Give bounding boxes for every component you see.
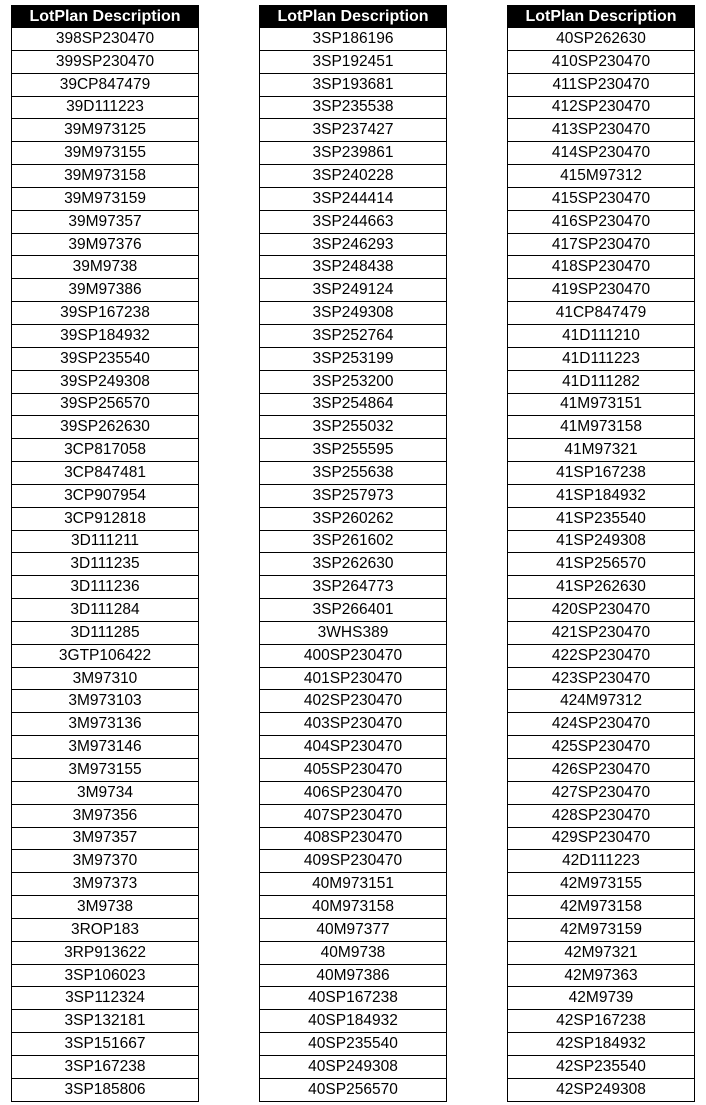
lotplan-cell: 40M97386: [260, 964, 447, 987]
table-row: [260, 964, 447, 987]
lotplan-cell: 40SP167238: [260, 987, 447, 1010]
lotplan-cell: 41D111223: [508, 347, 695, 370]
table-row: [260, 713, 447, 736]
lotplan-cell: 41D111282: [508, 370, 695, 393]
lotplan-cell: 42M97321: [508, 941, 695, 964]
lotplan-cell: 3SP244663: [260, 210, 447, 233]
lotplan-cell: 40SP235540: [260, 1033, 447, 1056]
table-row: [12, 1033, 199, 1056]
table-row: [508, 165, 695, 188]
lotplan-cell: 399SP230470: [12, 50, 199, 73]
table-row: [508, 28, 695, 51]
lotplan-cell: 3SP255638: [260, 462, 447, 485]
table-row: [260, 576, 447, 599]
lotplan-cell: 415M97312: [508, 165, 695, 188]
lotplan-cell: 3SP260262: [260, 507, 447, 530]
lotplan-cell: 40M973158: [260, 896, 447, 919]
lotplan-cell: 42SP184932: [508, 1033, 695, 1056]
table-row: [12, 964, 199, 987]
table-row: [508, 827, 695, 850]
table-row: [260, 187, 447, 210]
lotplan-cell: 41CP847479: [508, 302, 695, 325]
table-row: [260, 873, 447, 896]
table-row: [12, 896, 199, 919]
lotplan-cell: 39SP262630: [12, 416, 199, 439]
lotplan-cell: 428SP230470: [508, 804, 695, 827]
lotplan-cell: 40SP184932: [260, 1010, 447, 1033]
table-row: [12, 599, 199, 622]
table-row: [12, 279, 199, 302]
lotplan-cell: 3SP255032: [260, 416, 447, 439]
table-row: [12, 302, 199, 325]
table-row: [508, 347, 695, 370]
table-row: [260, 530, 447, 553]
table-row: [260, 233, 447, 256]
lotplan-cell: 41SP256570: [508, 553, 695, 576]
column-header: LotPlan Description: [508, 6, 695, 28]
table-row: [12, 165, 199, 188]
table-row: [12, 1055, 199, 1078]
lotplan-cell: 400SP230470: [260, 644, 447, 667]
lotplan-cell: 421SP230470: [508, 621, 695, 644]
table-row: [508, 96, 695, 119]
table-row: [508, 644, 695, 667]
lotplan-cell: 40SP262630: [508, 28, 695, 51]
lotplan-cell: 3SP192451: [260, 50, 447, 73]
lotplan-cell: 39M97376: [12, 233, 199, 256]
lotplan-cell: 3M973155: [12, 759, 199, 782]
lotplan-table-2: [259, 5, 447, 1102]
table-row: [508, 324, 695, 347]
table-row: [260, 941, 447, 964]
table-row: [508, 370, 695, 393]
lotplan-cell: 429SP230470: [508, 827, 695, 850]
lotplan-cell: 3SP264773: [260, 576, 447, 599]
table-row: [260, 1010, 447, 1033]
lotplan-cell: 42M97363: [508, 964, 695, 987]
column-header: LotPlan Description: [260, 6, 447, 28]
table-row: [12, 941, 199, 964]
lotplan-cell: 42M973158: [508, 896, 695, 919]
lotplan-cell: 408SP230470: [260, 827, 447, 850]
lotplan-cell: 39SP249308: [12, 370, 199, 393]
table-row: [260, 165, 447, 188]
table-row: [260, 142, 447, 165]
table-row: [260, 416, 447, 439]
table-row: [260, 347, 447, 370]
lotplan-cell: 42M973155: [508, 873, 695, 896]
lotplan-cell: 41SP235540: [508, 507, 695, 530]
lotplan-cell: 3SP151667: [12, 1033, 199, 1056]
table-row: [12, 530, 199, 553]
lotplan-cell: 422SP230470: [508, 644, 695, 667]
lotplan-cell: 41M97321: [508, 439, 695, 462]
table-row: [12, 393, 199, 416]
lotplan-cell: 40SP256570: [260, 1078, 447, 1101]
table-row: [260, 736, 447, 759]
lotplan-cell: 3SP244414: [260, 187, 447, 210]
lotplan-cell: 41D111210: [508, 324, 695, 347]
table-row: [508, 690, 695, 713]
lotplan-cell: 3SP266401: [260, 599, 447, 622]
lotplan-cell: 3CP907954: [12, 484, 199, 507]
table-row: [508, 553, 695, 576]
table-row: [260, 987, 447, 1010]
table-row: [260, 96, 447, 119]
lotplan-cell: 419SP230470: [508, 279, 695, 302]
lotplan-cell: 39CP847479: [12, 73, 199, 96]
lotplan-cell: 39SP167238: [12, 302, 199, 325]
table-row: [508, 256, 695, 279]
table-row: [508, 987, 695, 1010]
table-row: [12, 576, 199, 599]
table-row: [12, 210, 199, 233]
table-row: [12, 621, 199, 644]
table-row: [508, 873, 695, 896]
lotplan-cell: 423SP230470: [508, 667, 695, 690]
lotplan-cell: 3WHS389: [260, 621, 447, 644]
lotplan-cell: 3SP254864: [260, 393, 447, 416]
lotplan-cell: 39D111223: [12, 96, 199, 119]
table-row: [12, 804, 199, 827]
lotplan-cell: 417SP230470: [508, 233, 695, 256]
table-row: [508, 713, 695, 736]
table-row: [508, 530, 695, 553]
lotplan-cell: 407SP230470: [260, 804, 447, 827]
lotplan-cell: 41SP167238: [508, 462, 695, 485]
table-row: [12, 73, 199, 96]
table-row: [260, 370, 447, 393]
table-row: [12, 987, 199, 1010]
table-row: [12, 416, 199, 439]
table-row: [12, 142, 199, 165]
table-row: [508, 393, 695, 416]
lotplan-cell: 3SP253200: [260, 370, 447, 393]
table-row: [508, 759, 695, 782]
lotplan-cell: 3ROP183: [12, 918, 199, 941]
table-row: [12, 690, 199, 713]
table-row: [508, 804, 695, 827]
lotplan-cell: 3CP847481: [12, 462, 199, 485]
table-row: [12, 1078, 199, 1101]
table-row: [260, 279, 447, 302]
table-row: [508, 462, 695, 485]
table-row: [508, 73, 695, 96]
lotplan-cell: 415SP230470: [508, 187, 695, 210]
table-row: [260, 599, 447, 622]
table-row: [12, 370, 199, 393]
table-row: [12, 324, 199, 347]
table-row: [12, 96, 199, 119]
table-row: [508, 667, 695, 690]
table-row: [508, 119, 695, 142]
lotplan-cell: 3D111236: [12, 576, 199, 599]
table-row: [12, 50, 199, 73]
lotplan-cell: 3SP185806: [12, 1078, 199, 1101]
lotplan-cell: 3M973146: [12, 736, 199, 759]
table-row: [508, 964, 695, 987]
lotplan-cell: 411SP230470: [508, 73, 695, 96]
lotplan-cell: 39M9738: [12, 256, 199, 279]
lotplan-cell: 42M973159: [508, 918, 695, 941]
lotplan-cell: 40M9738: [260, 941, 447, 964]
table-row: [260, 1033, 447, 1056]
lotplan-cell: 3SP193681: [260, 73, 447, 96]
lotplan-cell: 39SP235540: [12, 347, 199, 370]
table-row: [260, 644, 447, 667]
lotplan-cell: 3SP255595: [260, 439, 447, 462]
header-row: [12, 6, 199, 28]
lotplan-table-1: [11, 5, 199, 1102]
table-row: [12, 462, 199, 485]
lotplan-cell: 3SP248438: [260, 256, 447, 279]
lotplan-cell: 413SP230470: [508, 119, 695, 142]
table-row: [260, 918, 447, 941]
table-row: [508, 210, 695, 233]
lotplan-cell: 406SP230470: [260, 781, 447, 804]
table-row: [508, 507, 695, 530]
lotplan-table-3: [507, 5, 695, 1102]
lotplan-cell: 3SP249124: [260, 279, 447, 302]
table-row: [260, 256, 447, 279]
table-row: [12, 347, 199, 370]
table-row: [260, 462, 447, 485]
table-row: [260, 850, 447, 873]
lotplan-cell: 3CP817058: [12, 439, 199, 462]
lotplan-cell: 3GTP106422: [12, 644, 199, 667]
header-row: [260, 6, 447, 28]
table-row: [508, 233, 695, 256]
lotplan-cell: 41M973158: [508, 416, 695, 439]
lotplan-cell: 426SP230470: [508, 759, 695, 782]
lotplan-cell: 41SP249308: [508, 530, 695, 553]
table-row: [12, 28, 199, 51]
lotplan-cell: 414SP230470: [508, 142, 695, 165]
lotplan-cell: 3SP167238: [12, 1055, 199, 1078]
lotplan-cell: 3D111211: [12, 530, 199, 553]
lotplan-cell: 39M973155: [12, 142, 199, 165]
lotplan-cell: 3CP912818: [12, 507, 199, 530]
table-row: [508, 918, 695, 941]
lotplan-cell: 41M973151: [508, 393, 695, 416]
lotplan-cell: 3M973136: [12, 713, 199, 736]
lotplan-cell: 3SP249308: [260, 302, 447, 325]
table-row: [12, 850, 199, 873]
lotplan-cell: 41SP262630: [508, 576, 695, 599]
table-row: [260, 759, 447, 782]
lotplan-cell: 42SP249308: [508, 1078, 695, 1101]
header-row: [508, 6, 695, 28]
lotplan-cell: 39M973159: [12, 187, 199, 210]
table-row: [260, 50, 447, 73]
lotplan-cell: 3SP186196: [260, 28, 447, 51]
lotplan-cell: 41SP184932: [508, 484, 695, 507]
lotplan-cell: 42SP235540: [508, 1055, 695, 1078]
table-row: [260, 119, 447, 142]
table-row: [260, 896, 447, 919]
lotplan-cell: 39SP256570: [12, 393, 199, 416]
table-row: [12, 873, 199, 896]
lotplan-cell: 3SP237427: [260, 119, 447, 142]
lotplan-cell: 3SP112324: [12, 987, 199, 1010]
lotplan-cell: 3D111284: [12, 599, 199, 622]
table-row: [12, 736, 199, 759]
table-row: [508, 1033, 695, 1056]
table-row: [260, 804, 447, 827]
lotplan-cell: 39M97357: [12, 210, 199, 233]
table-row: [260, 28, 447, 51]
table-row: [12, 781, 199, 804]
table-row: [508, 1078, 695, 1101]
table-row: [260, 621, 447, 644]
lotplan-cell: 418SP230470: [508, 256, 695, 279]
lotplan-cell: 404SP230470: [260, 736, 447, 759]
lotplan-cell: 3M97310: [12, 667, 199, 690]
table-row: [508, 1055, 695, 1078]
table-row: [12, 713, 199, 736]
lotplan-cell: 3M97357: [12, 827, 199, 850]
lotplan-cell: 3M9738: [12, 896, 199, 919]
table-row: [260, 302, 447, 325]
table-row: [260, 667, 447, 690]
lotplan-cell: 39M973125: [12, 119, 199, 142]
lotplan-cell: 410SP230470: [508, 50, 695, 73]
table-row: [12, 1010, 199, 1033]
table-row: [508, 142, 695, 165]
table-row: [508, 187, 695, 210]
table-row: [508, 576, 695, 599]
lotplan-cell: 3RP913622: [12, 941, 199, 964]
table-row: [508, 484, 695, 507]
lotplan-cell: 3SP252764: [260, 324, 447, 347]
lotplan-cell: 42SP167238: [508, 1010, 695, 1033]
table-row: [12, 918, 199, 941]
lotplan-cell: 424SP230470: [508, 713, 695, 736]
lotplan-cell: 39M97386: [12, 279, 199, 302]
table-row: [12, 759, 199, 782]
table-row: [12, 827, 199, 850]
table-row: [508, 736, 695, 759]
table-row: [260, 690, 447, 713]
lotplan-cell: 3SP235538: [260, 96, 447, 119]
lotplan-cell: 42D111223: [508, 850, 695, 873]
lotplan-cell: 405SP230470: [260, 759, 447, 782]
lotplan-cell: 416SP230470: [508, 210, 695, 233]
lotplan-cell: 3SP239861: [260, 142, 447, 165]
lotplan-cell: 40M97377: [260, 918, 447, 941]
lotplan-cell: 425SP230470: [508, 736, 695, 759]
table-row: [508, 896, 695, 919]
lotplan-cell: 409SP230470: [260, 850, 447, 873]
table-row: [508, 621, 695, 644]
lotplan-cell: 3SP132181: [12, 1010, 199, 1033]
table-row: [508, 439, 695, 462]
lotplan-cell: 3SP246293: [260, 233, 447, 256]
lotplan-cell: 412SP230470: [508, 96, 695, 119]
table-row: [260, 1078, 447, 1101]
table-row: [12, 439, 199, 462]
table-row: [260, 781, 447, 804]
lotplan-cell: 39SP184932: [12, 324, 199, 347]
table-row: [12, 256, 199, 279]
table-row: [12, 187, 199, 210]
table-row: [508, 279, 695, 302]
table-row: [508, 1010, 695, 1033]
table-row: [260, 827, 447, 850]
lotplan-cell: 3SP262630: [260, 553, 447, 576]
lotplan-cell: 3M97356: [12, 804, 199, 827]
table-row: [260, 507, 447, 530]
lotplan-cell: 427SP230470: [508, 781, 695, 804]
table-row: [12, 644, 199, 667]
table-row: [508, 781, 695, 804]
lotplan-cell: 402SP230470: [260, 690, 447, 713]
lotplan-cell: 3M97373: [12, 873, 199, 896]
lotplan-cell: 39M973158: [12, 165, 199, 188]
table-row: [12, 119, 199, 142]
table-row: [260, 393, 447, 416]
column-header: LotPlan Description: [12, 6, 199, 28]
lotplan-cell: 401SP230470: [260, 667, 447, 690]
table-row: [260, 484, 447, 507]
table-row: [508, 416, 695, 439]
lotplan-cell: 3SP261602: [260, 530, 447, 553]
lotplan-cell: 3D111235: [12, 553, 199, 576]
lotplan-cell: 3SP253199: [260, 347, 447, 370]
table-row: [508, 599, 695, 622]
table-row: [260, 553, 447, 576]
lotplan-cell: 3M973103: [12, 690, 199, 713]
lotplan-cell: 3SP257973: [260, 484, 447, 507]
table-row: [12, 553, 199, 576]
table-row: [508, 302, 695, 325]
table-row: [12, 507, 199, 530]
table-row: [12, 484, 199, 507]
lotplan-cell: 398SP230470: [12, 28, 199, 51]
lotplan-cell: 403SP230470: [260, 713, 447, 736]
lotplan-cell: 420SP230470: [508, 599, 695, 622]
lotplan-cell: 42M9739: [508, 987, 695, 1010]
table-row: [260, 210, 447, 233]
table-row: [260, 73, 447, 96]
table-row: [12, 667, 199, 690]
table-row: [508, 50, 695, 73]
lotplan-cell: 3D111285: [12, 621, 199, 644]
lotplan-cell: 424M97312: [508, 690, 695, 713]
lotplan-cell: 3M97370: [12, 850, 199, 873]
table-row: [508, 941, 695, 964]
table-row: [260, 439, 447, 462]
lotplan-cell: 40SP249308: [260, 1055, 447, 1078]
lotplan-cell: 3SP240228: [260, 165, 447, 188]
lotplan-cell: 3M9734: [12, 781, 199, 804]
lotplan-cell: 40M973151: [260, 873, 447, 896]
table-row: [260, 1055, 447, 1078]
table-row: [508, 850, 695, 873]
table-row: [12, 233, 199, 256]
table-row: [260, 324, 447, 347]
lotplan-cell: 3SP106023: [12, 964, 199, 987]
